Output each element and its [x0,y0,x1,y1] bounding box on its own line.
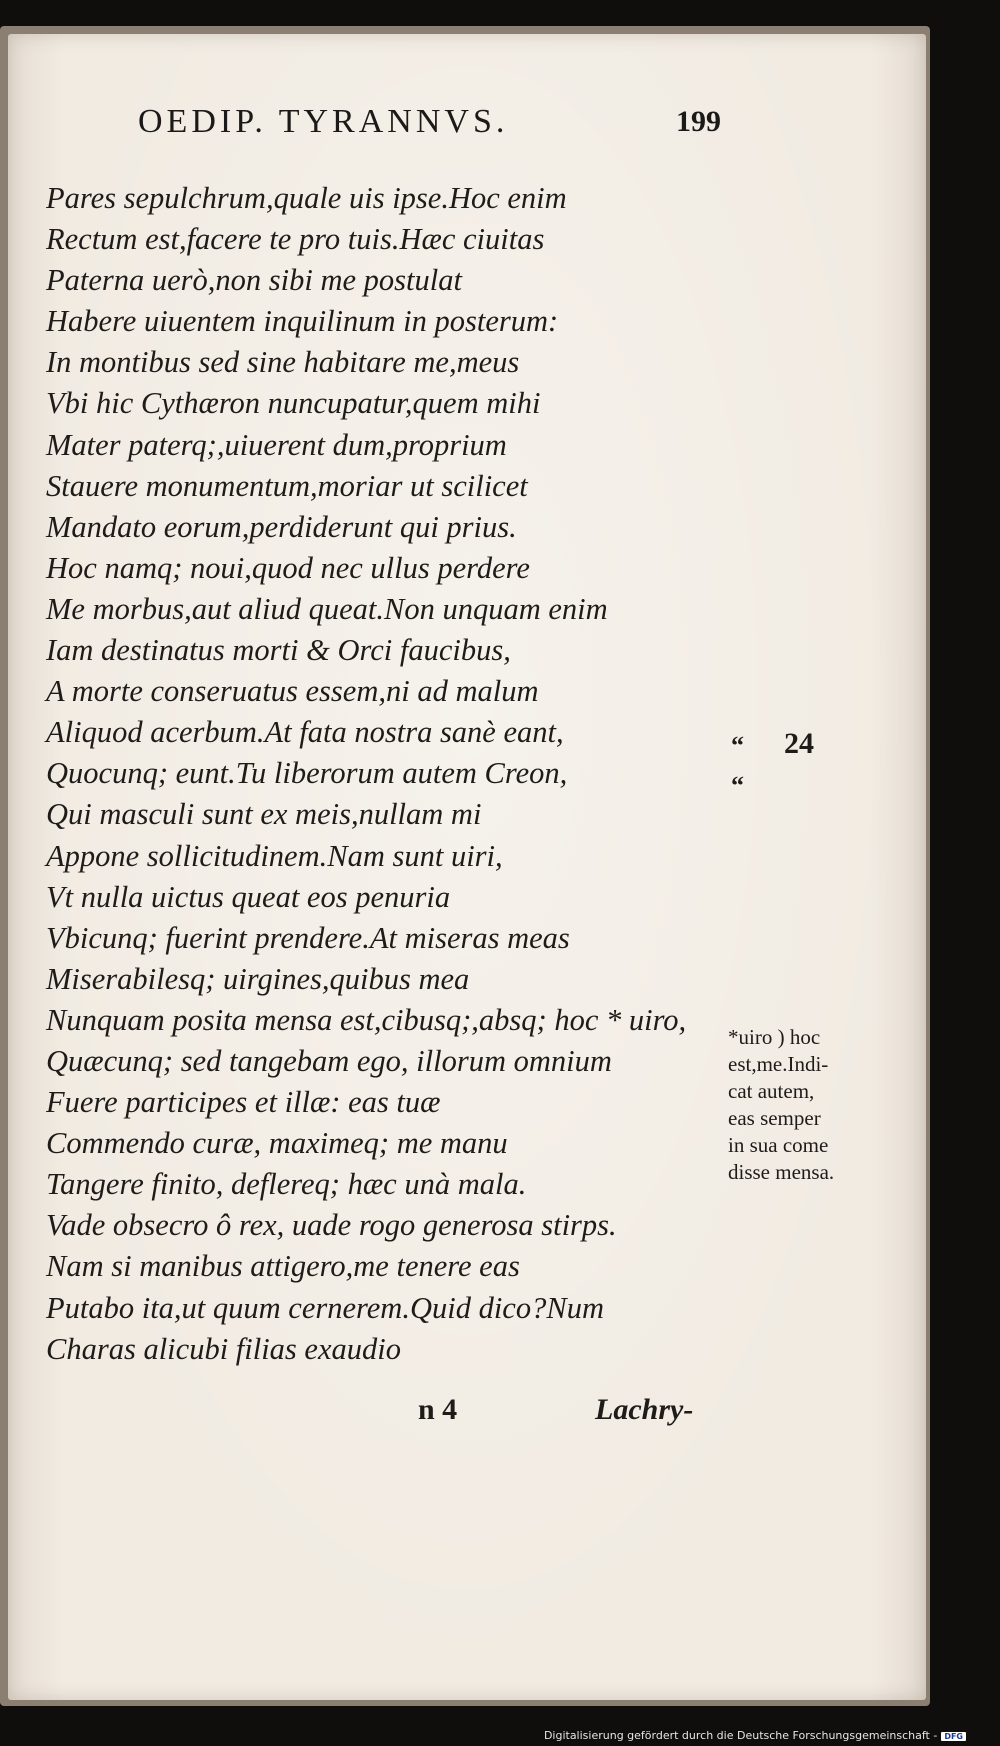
verse-line: Commendo curæ, maximeq; me manu [46,1126,508,1161]
verse-line: Appone sollicitudinem.Nam sunt uiri, [46,838,503,873]
verse-text-block [46,178,726,1370]
verse-line: Paterna uerò,non sibi me postulat [46,263,462,298]
verse-line: Mater paterq;,uiuerent dum,proprium [46,427,507,462]
verse-line: Hoc namq; noui,quod nec ullus perdere [46,550,530,585]
verse-line: Qui masculi sunt ex meis,nullam mi [46,797,482,832]
verse-line: Quæcunq; sed tangebam ego, illorum omnium [46,1043,612,1078]
note-line: disse mensa. [728,1160,835,1184]
verse-line: Miserabilesq; uirgines,quibus mea [46,961,470,996]
verse-line: Stauere monumentum,moriar ut scilicet [46,468,528,503]
page-number: 199 [676,105,721,138]
verse-line: Putabo ita,ut quum cernerem.Quid dico?Num [46,1290,604,1325]
marginal-number: 24 [784,727,814,760]
sententia-marks [731,726,744,806]
marginal-note [728,1024,898,1186]
note-line: eas semper [728,1106,821,1130]
verse-line: Me morbus,aut aliud queat.Non unquam enim [46,591,608,626]
note-line: in sua come [728,1133,829,1157]
verse-line: Vt nulla uictus queat eos penuria [46,879,451,914]
verse-line: Nunquam posita mensa est,cibusq;,absq; hoc * uiro, [46,1002,687,1037]
digitization-credit [544,1729,966,1742]
verse-line: Rectum est,facere te pro tuis.Hæc ciuitas [46,222,545,257]
quote-mark: “ [731,771,744,800]
verse-line: Mandato eorum,perdiderunt qui prius. [46,509,517,544]
verse-line: Pares sepulchrum,quale uis ipse.Hoc enim [46,181,567,215]
verse-line: Charas alicubi filias exaudio [46,1331,401,1366]
verse-line: Vbi hic Cythæron nuncupatur,quem mihi [46,386,541,421]
note-line: *uiro ) hoc [728,1025,821,1049]
quote-mark: “ [731,731,744,760]
verse-line: Aliquod acerbum.At fata nostra sanè eant, [46,715,564,750]
running-head: OEDIP. TYRANNVS. [138,103,509,140]
note-line: cat autem, [728,1079,815,1103]
verse-line: Vbicunq; fuerint prendere.At miseras meas [46,920,570,955]
verse-line: In montibus sed sine habitare me,meus [46,345,520,380]
note-line: est,me.Indi- [728,1052,829,1076]
verse-line: Habere uiuentem inquilinum in posterum: [46,304,559,339]
verse-line: Tangere finito, deflereq; hæc unà mala. [46,1167,527,1202]
verse-line: Quocunq; eunt.Tu liberorum autem Creon, [46,756,568,791]
signature-mark: n 4 [418,1393,458,1426]
catchword: Lachry- [595,1393,694,1426]
verse-line: Fuere participes et illæ: eas tuæ [46,1085,441,1120]
verse-line: Vade obsecro ô rex, uade rogo generosa stirps. [46,1208,617,1243]
verse-line: Iam destinatus morti & Orci faucibus, [46,633,511,668]
credit-text: Digitalisierung gefördert durch die Deutsche Forschungsgemeinschaft - [543,1729,938,1742]
verse-line: Nam si manibus attigero,me tenere eas [46,1249,520,1284]
verse-line: A morte conseruatus essem,ni ad malum [46,674,539,709]
dfg-logo-icon: DFG [941,1732,966,1741]
